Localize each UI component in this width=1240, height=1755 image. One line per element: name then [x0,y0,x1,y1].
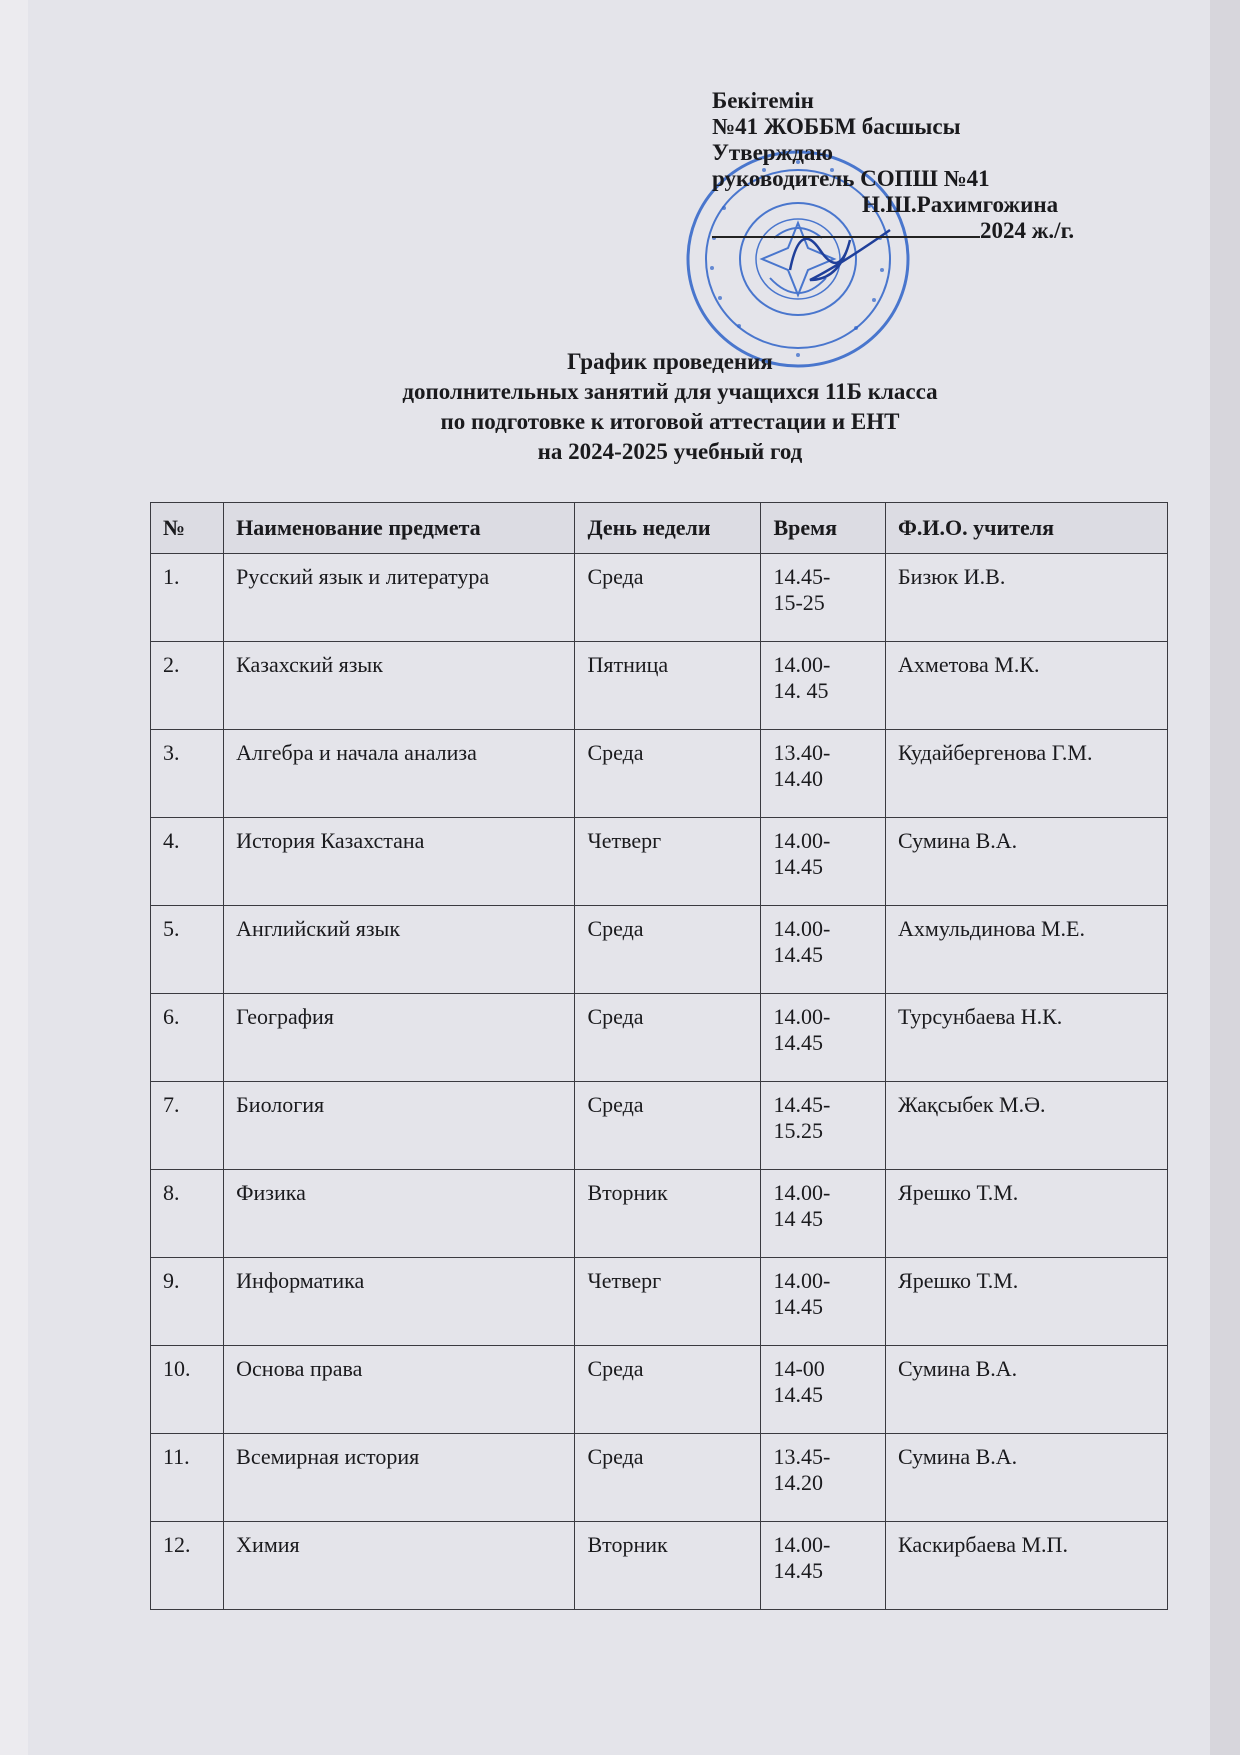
row-subject: География [224,994,575,1082]
row-day: Четверг [575,1258,761,1346]
table-row [151,730,1168,818]
table-row [151,1346,1168,1434]
row-day: Четверг [575,818,761,906]
time-start: 13.40- [773,740,831,765]
row-number: 8. [151,1170,224,1258]
table-row [151,1522,1168,1610]
row-time [761,1434,886,1522]
time-start: 14.00- [773,1004,831,1029]
row-subject: Основа права [224,1346,575,1434]
row-day: Среда [575,994,761,1082]
row-teacher: Каскирбаева М.П. [886,1522,1168,1610]
document-title [140,347,1200,467]
row-day: Среда [575,554,761,642]
time-end: 15.25 [773,1118,823,1143]
row-number: 2. [151,642,224,730]
time-start: 14.00- [773,828,831,853]
row-subject: История Казахстана [224,818,575,906]
table-row [151,1434,1168,1522]
row-subject: Всемирная история [224,1434,575,1522]
row-subject: Русский язык и литература [224,554,575,642]
time-end: 14 45 [773,1206,823,1231]
row-subject: Алгебра и начала анализа [224,730,575,818]
row-time [761,730,886,818]
time-start: 14.00- [773,1180,831,1205]
time-end: 14.40 [773,766,823,791]
row-day: Среда [575,1082,761,1170]
row-number: 4. [151,818,224,906]
time-end: 14.45 [773,1558,823,1583]
row-subject: Информатика [224,1258,575,1346]
table-row [151,642,1168,730]
row-time [761,994,886,1082]
row-teacher: Турсунбаева Н.К. [886,994,1168,1082]
title-line-3: по подготовке к итоговой аттестации и ЕНТ [440,409,900,434]
row-day: Пятница [575,642,761,730]
title-line-1: График проведения [567,349,773,374]
row-teacher: Жақсыбек М.Ә. [886,1082,1168,1170]
title-line-4: на 2024-2025 учебный год [537,439,803,464]
row-time [761,818,886,906]
row-subject: Казахский язык [224,642,575,730]
schedule-table [150,502,1168,1610]
table-row [151,906,1168,994]
time-end: 14.45 [773,942,823,967]
row-number: 7. [151,1082,224,1170]
row-time [761,1082,886,1170]
row-number: 10. [151,1346,224,1434]
time-end: 14.20 [773,1470,823,1495]
table-row [151,818,1168,906]
row-teacher: Сумина В.А. [886,1346,1168,1434]
row-subject: Английский язык [224,906,575,994]
row-time [761,1170,886,1258]
approval-date-suffix: 2024 ж./г. [980,218,1075,243]
row-teacher: Сумина В.А. [886,1434,1168,1522]
table-row [151,554,1168,642]
time-end: 15-25 [773,590,825,615]
row-day: Среда [575,730,761,818]
approval-date [712,218,1132,244]
time-start: 13.45- [773,1444,831,1469]
row-time [761,906,886,994]
row-subject: Биология [224,1082,575,1170]
row-number: 3. [151,730,224,818]
title-line-2: дополнительных занятий для учащихся 11Б класса [402,379,938,404]
row-day: Вторник [575,1522,761,1610]
row-time [761,554,886,642]
row-number: 12. [151,1522,224,1610]
row-teacher: Ахмульдинова М.Е. [886,906,1168,994]
header-day: День недели [575,503,761,554]
time-start: 14.00- [773,916,831,941]
time-start: 14.00- [773,1532,831,1557]
approval-line-ru: Утверждаю [712,140,833,165]
row-subject: Химия [224,1522,575,1610]
row-number: 6. [151,994,224,1082]
row-teacher: Кудайбергенова Г.М. [886,730,1168,818]
row-time [761,642,886,730]
time-end: 14.45 [773,1382,823,1407]
table-row [151,994,1168,1082]
row-time [761,1346,886,1434]
row-day: Среда [575,1434,761,1522]
header-subject: Наименование предмета [224,503,575,554]
row-day: Среда [575,1346,761,1434]
row-day: Среда [575,906,761,994]
header-teacher: Ф.И.О. учителя [886,503,1168,554]
table-row [151,1082,1168,1170]
row-number: 1. [151,554,224,642]
page-edge [1210,0,1240,1755]
row-teacher: Ахметова М.К. [886,642,1168,730]
approval-signer: Н.Ш.Рахимгожина [862,192,1059,217]
time-start: 14.00- [773,652,831,677]
row-day: Вторник [575,1170,761,1258]
time-end: 14.45 [773,854,823,879]
approval-position-kz: №41 ЖОББМ басшысы [712,114,961,139]
time-start: 14.00- [773,1268,831,1293]
header-number: № [151,503,224,554]
time-start: 14-00 [773,1356,825,1381]
row-time [761,1522,886,1610]
time-start: 14.45- [773,1092,831,1117]
header-time: Время [761,503,886,554]
approval-line-kz: Бекітемін [712,88,814,113]
time-end: 14.45 [773,1030,823,1055]
approval-block [712,88,1132,244]
row-teacher: Бизюк И.В. [886,554,1168,642]
row-number: 5. [151,906,224,994]
row-subject: Физика [224,1170,575,1258]
table-row [151,1170,1168,1258]
row-teacher: Ярешко Т.М. [886,1258,1168,1346]
row-number: 11. [151,1434,224,1522]
table-header-row [151,503,1168,554]
row-time [761,1258,886,1346]
row-number: 9. [151,1258,224,1346]
approval-position-ru: руководитель СОПШ №41 [712,166,990,191]
row-teacher: Ярешко Т.М. [886,1170,1168,1258]
time-end: 14.45 [773,1294,823,1319]
time-end: 14. 45 [773,678,829,703]
table-row [151,1258,1168,1346]
row-teacher: Сумина В.А. [886,818,1168,906]
time-start: 14.45- [773,564,831,589]
